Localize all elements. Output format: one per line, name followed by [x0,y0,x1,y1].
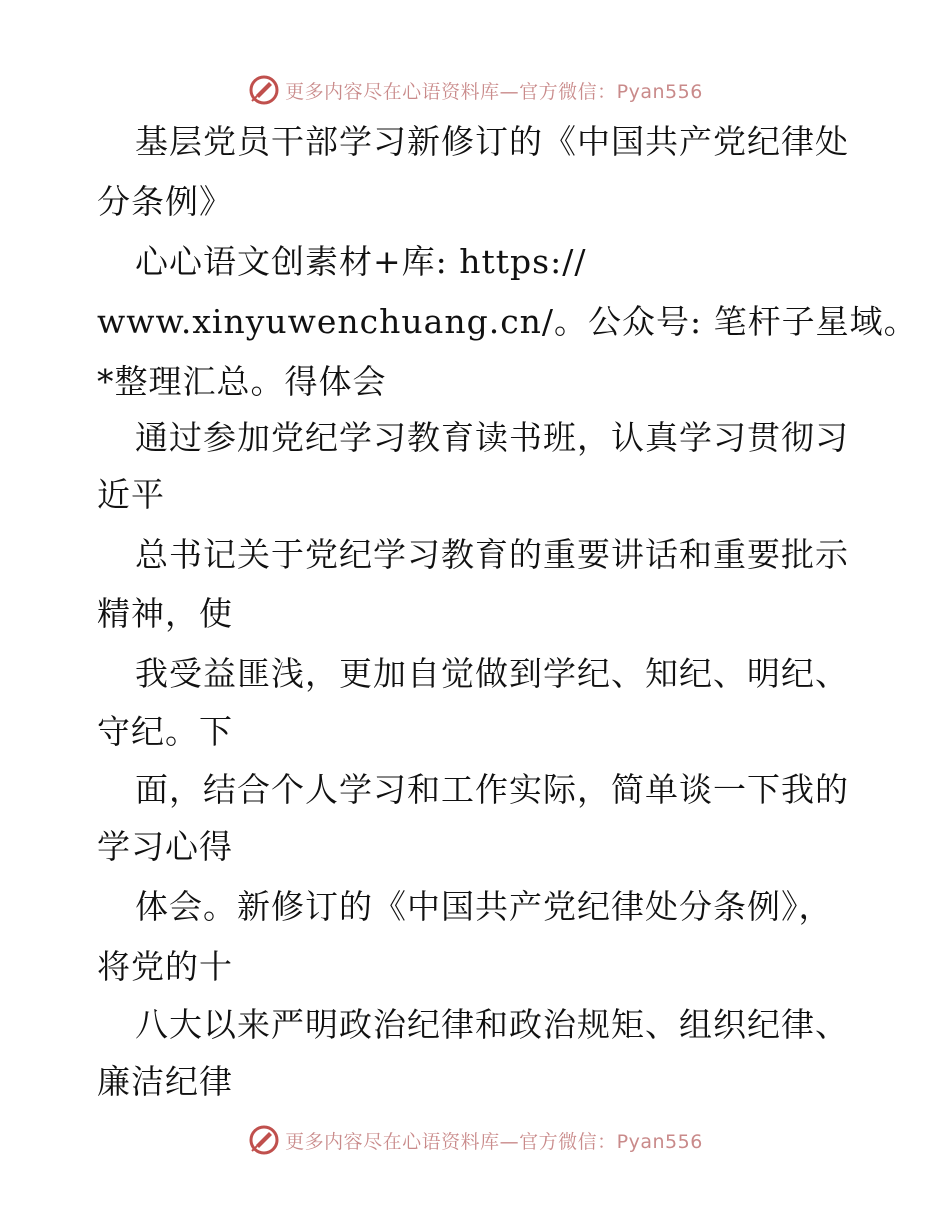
header-banner-text: 更多内容尽在心语资料库—官方微信：Pyan556 [285,80,703,103]
text-line: 将党的十 [97,947,233,986]
text-line: 通过参加党纪学习教育读书班，认真学习贯彻习 [135,418,849,457]
pen-logo-icon [247,73,281,107]
text-line: 八大以来严明政治纪律和政治规矩、组织纪律、 [135,1005,849,1044]
text-line: 我受益匪浅，更加自觉做到学纪、知纪、明纪、 [135,654,849,693]
text-line: 守纪。下 [97,712,233,751]
text-line: 分条例》 [97,182,233,221]
text-line: 心心语文创素材+库: https:// [135,242,587,281]
text-line: 学习心得 [97,827,233,866]
text-line: 近平 [97,475,165,514]
pen-logo-icon [247,1123,281,1157]
text-line: 廉洁纪律 [97,1062,233,1101]
text-line: 总书记关于党纪学习教育的重要讲话和重要批示 [135,535,849,574]
text-line: 体会。新修订的《中国共产党纪律处分条例》， [135,887,833,926]
footer-banner [0,1120,950,1160]
text-line: 面，结合个人学习和工作实际，简单谈一下我的 [135,770,849,809]
text-line: 基层党员干部学习新修订的《中国共产党纪律处 [135,122,849,161]
text-line: *整理汇总。得体会 [97,362,387,401]
text-line: www.xinyuwenchuang.cn/。公众号: 笔杆子星域。 [97,302,918,341]
header-banner [0,70,950,110]
footer-banner-text: 更多内容尽在心语资料库—官方微信：Pyan556 [285,1130,703,1153]
text-line: 精神，使 [97,594,233,633]
